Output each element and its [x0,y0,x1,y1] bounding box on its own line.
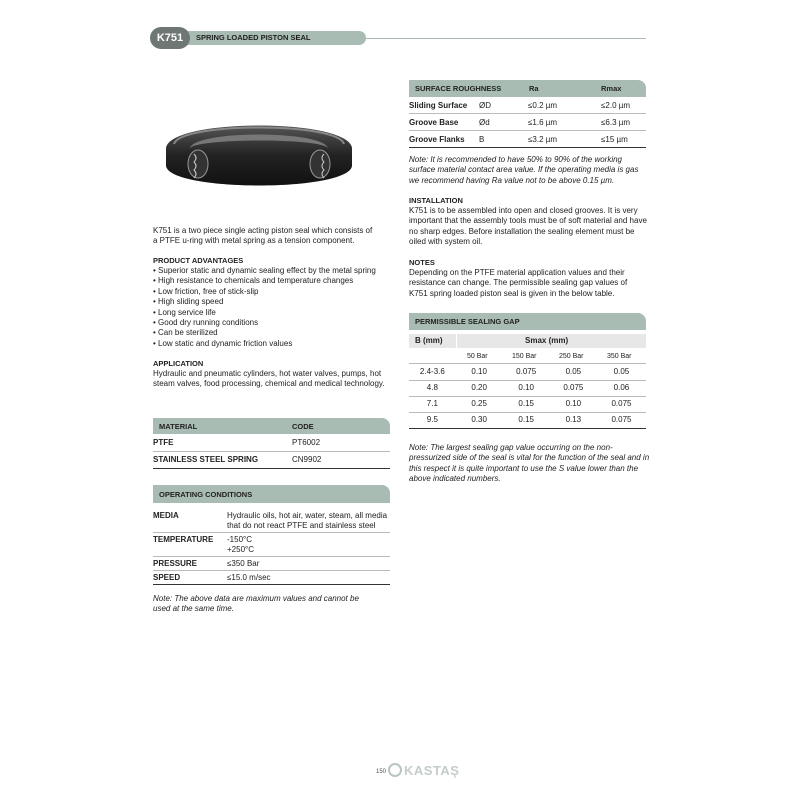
op-value-media-1: Hydraulic oils, hot air, water, steam, all media [227,511,388,520]
installation-title: INSTALLATION [409,196,463,205]
advantages-list [153,266,388,349]
table-cell: 0.05 [613,366,630,376]
op-label-speed: SPEED [153,573,181,582]
table-cell: 0.10 [518,382,534,392]
table-cell: 0.30 [471,414,487,424]
list-item: • High resistance to chemicals and temperature changes [153,276,388,286]
list-item: • Low friction, free of stick-slip [153,287,388,297]
notes-title: NOTES [409,258,435,267]
roughness-row-ra: ≤3.2 µm [528,135,558,144]
op-label-temperature: TEMPERATURE [153,535,214,544]
pressure-header: 250 Bar [559,353,584,360]
header-rule [366,38,646,39]
application-text: Hydraulic and pneumatic cylinders, hot water valves, pumps, hot steam valves, food processing, chemical and medical technology. [153,369,385,389]
gap-table-title: PERMISSIBLE SEALING GAP [415,317,520,326]
table-cell: 7.1 [426,398,438,408]
table-cell: 0.15 [518,414,534,424]
seal-image [160,108,358,190]
material-table-header [153,418,390,434]
list-item: • Good dry running conditions [153,318,388,328]
code-col-header: CODE [292,422,314,431]
installation-text: K751 is to be assembled into open and closed grooves. It is very important that the assembly tools must be of soft material and have no sharp edges. Before installation the sealing element must be oiled with system oil. [409,206,647,247]
table-row [409,412,646,428]
roughness-title: SURFACE ROUGHNESS [415,84,502,93]
list-item: • Low static and dynamic friction values [153,339,388,349]
table-cell: 0.075 [611,414,632,424]
brand-logo [388,763,402,777]
brand-name: KASTAŞ [404,763,460,778]
b-col-header: B (mm) [415,336,443,345]
advantages-title: PRODUCT ADVANTAGES [153,256,244,265]
material-name: STAINLESS STEEL SPRING [153,455,259,464]
operating-note: Note: The above data are maximum values and cannot be used at the same time. [153,594,359,614]
divider [153,584,390,585]
list-item: • Can be sterilized [153,328,388,338]
ra-col-header: Ra [529,84,539,93]
table-cell: 0.25 [471,398,487,408]
page-number: 150 [376,769,387,775]
roughness-note: Note: It is recommended to have 50% to 90% of the working surface material contact area value. If the operating media is gas we recommend having Ra value not to be above 0.15 µm. [409,155,639,185]
divider [153,570,390,571]
divider [153,451,390,452]
table-cell: 0.06 [613,382,630,392]
divider [153,468,390,469]
material-name: PTFE [153,438,174,447]
gap-table-header [409,313,646,330]
table-cell: 0.075 [611,398,632,408]
table-cell: 4.8 [426,382,438,392]
operating-table-header [153,485,390,503]
gap-subheader [409,334,646,348]
list-item: • High sliding speed [153,297,388,307]
table-cell: 0.20 [471,382,487,392]
op-value-temp-1: -150°C [227,535,252,544]
roughness-table-header [409,80,646,97]
table-row [409,364,646,380]
notes-text: Depending on the PTFE material application values and their resistance can change. The permissible sealing gap values of K751 spring loaded piston seal is given in the below table. [409,268,628,298]
roughness-row-ra: ≤1.6 µm [528,118,558,127]
op-value-pressure: ≤350 Bar [227,559,260,568]
page-title: SPRING LOADED PISTON SEAL [196,33,311,42]
table-row [409,380,646,396]
op-value-media-2: that do not react PTFE and stainless steel [227,521,376,530]
roughness-row-rmax: ≤6.3 µm [601,118,631,127]
table-cell: 0.10 [471,366,487,376]
table-row [409,396,646,412]
application-title: APPLICATION [153,359,204,368]
roughness-row-rmax: ≤15 µm [601,135,628,144]
divider [409,113,646,114]
table-cell: 0.075 [516,366,537,376]
table-cell: 0.05 [565,366,582,376]
op-value-temp-2: +250°C [227,545,254,554]
roughness-row-rmax: ≤2.0 µm [601,101,631,110]
gap-note: Note: The largest sealing gap value occurring on the non-pressurized side of the seal is vital for the function of the seal and in this respect it is quite important to use the S value lower than the above indicated numbers. [409,443,650,484]
gap-table [409,364,646,429]
op-label-pressure: PRESSURE [153,559,198,568]
material-col-header: MATERIAL [159,422,198,431]
divider [409,147,646,148]
divider [153,532,390,533]
table-cell: 2.4-3.6 [419,366,445,376]
table-cell: 0.075 [563,382,584,392]
pressure-header: 350 Bar [607,353,632,360]
rmax-col-header: Rmax [601,84,622,93]
roughness-row-symbol: ØD [479,101,491,110]
intro-text: K751 is a two piece single acting piston seal which consists of a PTFE u-ring with metal spring as a tension component. [153,226,373,246]
pressure-header: 50 Bar [467,353,488,360]
table-cell: 0.10 [565,398,582,408]
divider [409,130,646,131]
op-label-media: MEDIA [153,511,179,520]
pressure-header: 150 Bar [512,353,537,360]
material-code: CN9902 [292,455,322,464]
roughness-row-symbol: Ød [479,118,490,127]
smax-col-header: Smax (mm) [525,336,569,345]
table-cell: 0.13 [565,414,582,424]
roughness-row-ra: ≤0.2 µm [528,101,558,110]
roughness-row-label: Groove Base [409,118,459,127]
table-cell: 9.5 [426,414,438,424]
material-code: PT6002 [292,438,321,447]
roughness-row-label: Groove Flanks [409,135,465,144]
op-value-speed: ≤15.0 m/sec [227,573,271,582]
divider [153,556,390,557]
list-item: • Superior static and dynamic sealing effect by the metal spring [153,266,388,276]
roughness-row-label: Sliding Surface [409,101,468,110]
operating-title: OPERATING CONDITIONS [159,490,253,499]
roughness-row-symbol: B [479,135,485,144]
list-item: • Long service life [153,308,388,318]
gap-subheader-divider [456,334,457,348]
table-cell: 0.15 [518,398,534,408]
product-code-badge: K751 [150,27,190,49]
